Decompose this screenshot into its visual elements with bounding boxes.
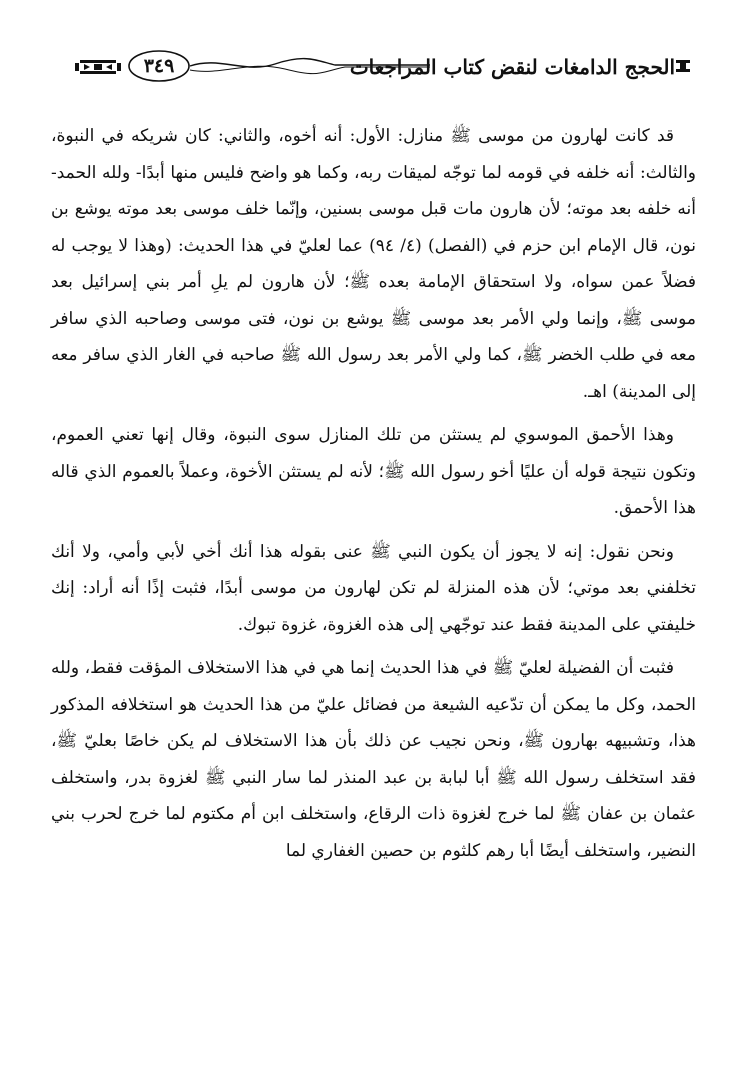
paragraph-2: وهذا الأحمق الموسوي لم يستثن من تلك المنازل سوى النبوة، وقال إنها تعني العموم، وتكون نتيجة قوله أن عليًا أخو رسول الله ﷺ؛ لأنه لم يستثن الأخوة، وعملاً بالعموم الذي قاله هذا الأحمق. — [51, 425, 696, 518]
page-header — [70, 46, 695, 90]
running-title: الحجج الدامغات لنقض كتاب المراجعات — [349, 55, 675, 79]
paragraph-1: قد كانت لهارون من موسى ﷺ منازل: الأول: أنه أخوه، والثاني: كان شريكه في النبوة، والثالث: أنه خلفه في قومه لما توجّه لميقات ربه، وكما هو واضح فليس منها أبدًا- ولله الحمد- أنه خلفه بعد موته؛ لأن هارون مات قبل موسى بسنين، وإنّما خلف موسى بعد موته يوشع بن نون، قال الإمام ابن حزم في (الفصل) (٤/ ٩٤) عما لعليّ في هذا الحديث: (وهذا لا يوجب له فضلاً عمن سواه، ولا استحقاق الإمامة بعده ﷺ؛ لأن هارون لم يلِ أمر بني إسرائيل بعد موسى ﷺ، وإنما ولي الأمر بعد موسى ﷺ يوشع بن نون، فتى موسى وصاحبه الذي سافر معه في طلب الخضر ﷺ، كما ولي الأمر بعد رسول الله ﷺ صاحبه في الغار الذي سافر معه إلى المدينة) اهـ. — [51, 126, 696, 402]
right-ornament — [676, 60, 690, 72]
left-ornament — [75, 60, 121, 74]
page-body — [51, 118, 696, 876]
paragraph-3: ونحن نقول: إنه لا يجوز أن يكون النبي ﷺ عنى بقوله هذا أنك أخي لأبي وأمي، ولا أنك تخلفني بعد موتي؛ لأن هذه المنزلة لم تكن لهارون من موسى أبدًا، فثبت إذًا أنه أراد: إنك خليفتي على المدينة فقط عند توجّهي إلى هذه الغزوة، غزوة تبوك. — [51, 541, 696, 635]
paragraph-4: فثبت أن الفضيلة لعليّ ﷺ في هذا الحديث إنما هي في هذا الاستخلاف المؤقت فقط، ولله الحمد، وكل ما يمكن أن تدّعيه الشيعة من فضائل عليّ من هذا الحديث هو استخلافه المذكور هذا، وتشبيهه بهارون ﷺ، ونحن نجيب عن ذلك بأن هذا الاستخلاف لم يكن خاصًا بعليّ ﷺ، فقد استخلف رسول الله ﷺ أبا لبابة بن عبد المنذر لما سار النبي ﷺ لغزوة بدر، واستخلف عثمان بن عفان ﷺ لما خرج لغزوة ذات الرقاع، واستخلف ابن أم مكتوم لما خرج لحرب بني النضير، واستخلف أيضًا أبا رهم كلثوم بن حصين الغفاري لما — [51, 658, 696, 861]
page-number: ٣٤٩ — [143, 55, 175, 77]
